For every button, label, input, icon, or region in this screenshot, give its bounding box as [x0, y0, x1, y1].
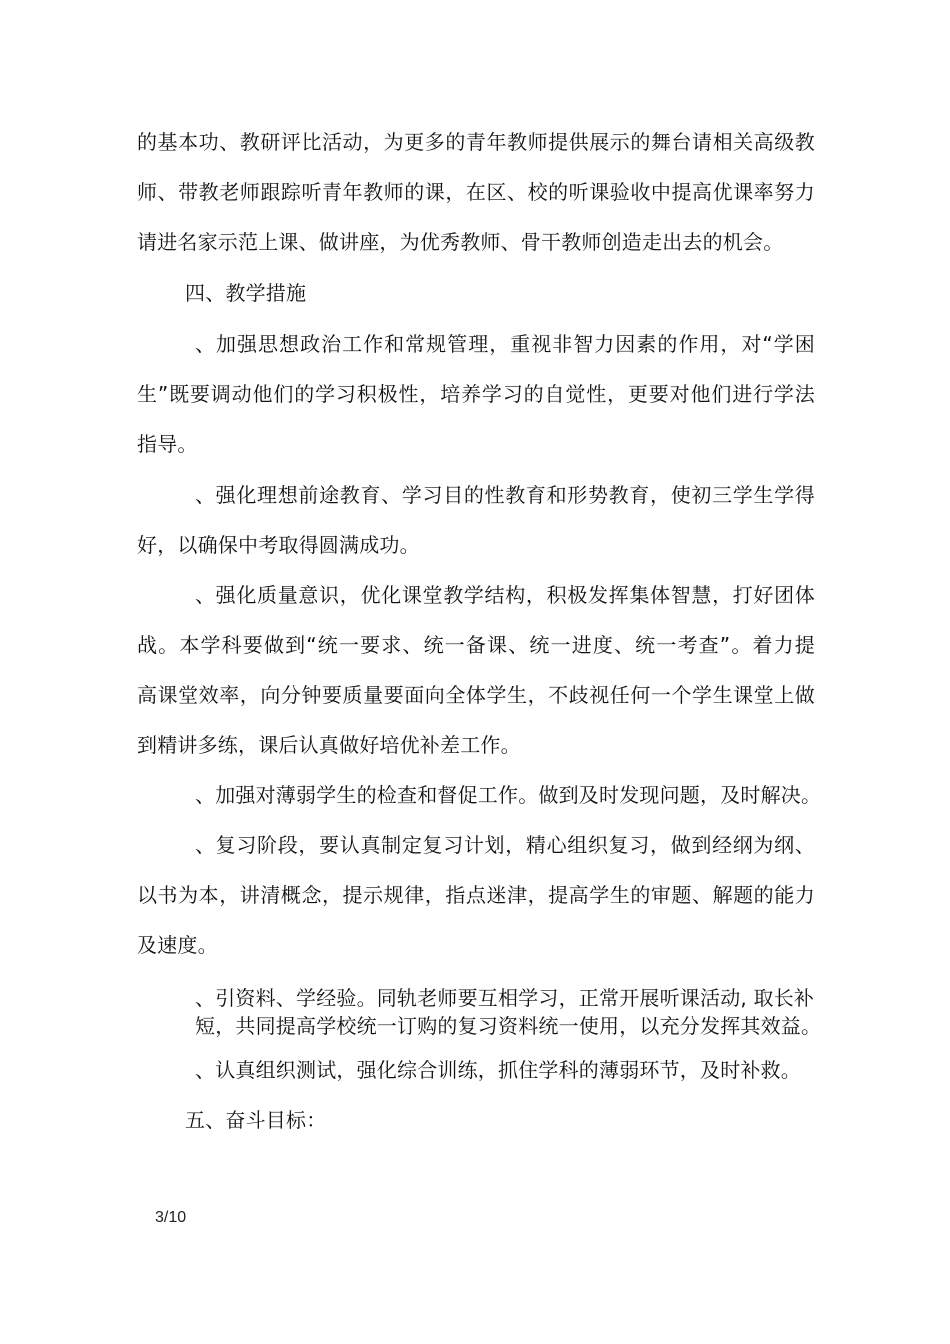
- section-heading-goals: 五、奋斗目标：: [185, 1108, 327, 1132]
- body-line-19: 短，共同提高学校统一订购的复习资料统一使用，以充分发挥其效益。: [195, 1014, 822, 1038]
- body-line-12: 高课堂效率，向分钟要质量要面向全体学生，不歧视任何一个学生课堂上做: [137, 683, 815, 707]
- body-line-18: 、引资料、学经验。同轨老师要互相学习，正常开展听课活动, 取长补: [195, 986, 815, 1010]
- body-line-17: 及速度。: [137, 933, 218, 957]
- page-number: 3/10: [155, 1209, 187, 1226]
- body-line-5: 、加强思想政治工作和常规管理，重视非智力因素的作用，对“学困: [195, 332, 815, 356]
- body-line-14: 、加强对薄弱学生的检查和督促工作。做到及时发现问题，及时解决。: [195, 783, 822, 807]
- body-line-16: 以书为本，讲清概念，提示规律，指点迷津，提高学生的审题、解题的能力: [137, 883, 815, 907]
- body-line-9: 好，以确保中考取得圆满成功。: [137, 533, 420, 557]
- body-line-3: 请进名家示范上课、做讲座，为优秀教师、骨干教师创造走出去的机会。: [137, 230, 784, 254]
- body-line-20: 、认真组织测试，强化综合训练，抓住学科的薄弱环节，及时补救。: [195, 1058, 801, 1082]
- body-line-6: 生”既要调动他们的学习积极性，培养学习的自觉性，更要对他们进行学法: [137, 382, 815, 406]
- body-line-13: 到精讲多练，课后认真做好培优补差工作。: [137, 733, 521, 757]
- body-line-8: 、强化理想前途教育、学习目的性教育和形势教育，使初三学生学得: [195, 483, 815, 507]
- body-line-15: 、复习阶段，要认真制定复习计划，精心组织复习，做到经纲为纲、: [195, 833, 815, 857]
- body-line-1: 的基本功、教研评比活动，为更多的青年教师提供展示的舞台请相关高级教: [137, 130, 815, 154]
- body-line-10: 、强化质量意识，优化课堂教学结构，积极发挥集体智慧，打好团体: [195, 583, 815, 607]
- section-heading-teaching-measures: 四、教学措施: [185, 281, 307, 305]
- body-line-7: 指导。: [137, 432, 198, 456]
- body-line-2: 师、带教老师跟踪听青年教师的课，在区、校的听课验收中提高优课率努力: [137, 180, 815, 204]
- body-line-11: 战。本学科要做到“统一要求、统一备课、统一进度、统一考查”。着力提: [137, 633, 815, 657]
